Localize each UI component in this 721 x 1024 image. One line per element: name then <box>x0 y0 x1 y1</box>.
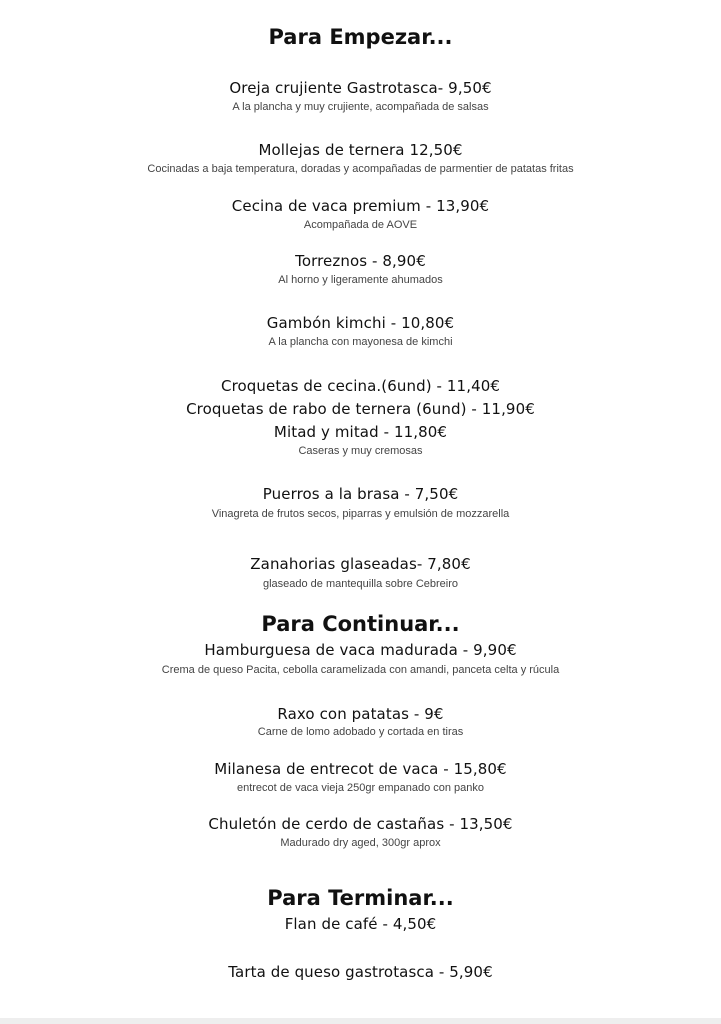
menu-item-desc: Cocinadas a baja temperatura, doradas y acompañadas de parmentier de patatas fritas <box>147 163 574 175</box>
menu-item-desc: Crema de queso Pacita, cebolla caramelizada con amandi, panceta celta y rúcula <box>161 664 560 676</box>
menu-item-name: Croquetas de rabo de ternera (6und) - 11,90€ <box>186 400 535 418</box>
section-title-continuar: Para Continuar... <box>261 612 460 636</box>
section-title-empezar: Para Empezar... <box>268 25 453 49</box>
menu-item-desc: Vinagreta de frutos secos, piparras y emulsión de mozzarella <box>211 508 510 520</box>
menu-item-desc: Madurado dry aged, 300gr aprox <box>280 837 441 849</box>
menu-item-desc: glaseado de mantequilla sobre Cebreiro <box>262 578 459 590</box>
menu-item-name: Zanahorias glaseadas- 7,80€ <box>250 555 471 573</box>
menu-item-name: Milanesa de entrecot de vaca - 15,80€ <box>214 760 507 778</box>
menu-item-name: Puerros a la brasa - 7,50€ <box>262 485 459 503</box>
page-bottom-edge <box>0 1018 721 1024</box>
menu-item-name: Cecina de vaca premium - 13,90€ <box>231 197 490 215</box>
menu-item-desc: A la plancha y muy crujiente, acompañada de salsas <box>232 101 489 113</box>
menu-item-name: Torreznos - 8,90€ <box>295 252 426 270</box>
menu-item-name: Mitad y mitad - 11,80€ <box>273 423 448 441</box>
menu-item-name: Mollejas de ternera 12,50€ <box>258 141 463 159</box>
menu-item-name: Chuletón de cerdo de castañas - 13,50€ <box>208 815 513 833</box>
menu-item-desc: Al horno y ligeramente ahumados <box>278 274 443 286</box>
menu-item-name: Gambón kimchi - 10,80€ <box>266 314 455 332</box>
menu-item-name: Tarta de queso gastrotasca - 5,90€ <box>228 963 493 981</box>
menu-item-desc: A la plancha con mayonesa de kimchi <box>268 336 453 348</box>
menu-item-name: Croquetas de cecina.(6und) - 11,40€ <box>221 377 500 395</box>
menu-item-name: Raxo con patatas - 9€ <box>277 705 444 723</box>
menu-item-name: Flan de café - 4,50€ <box>284 915 437 933</box>
menu-item-name: Hamburguesa de vaca madurada - 9,90€ <box>204 641 517 659</box>
section-title-terminar: Para Terminar... <box>267 886 454 910</box>
menu-item-desc: entrecot de vaca vieja 250gr empanado con panko <box>236 782 485 794</box>
menu-item-desc: Acompañada de AOVE <box>303 219 418 231</box>
menu-item-name: Oreja crujiente Gastrotasca- 9,50€ <box>229 79 492 97</box>
menu-item-desc: Caseras y muy cremosas <box>298 445 423 457</box>
menu-item-desc: Carne de lomo adobado y cortada en tiras <box>257 726 464 738</box>
